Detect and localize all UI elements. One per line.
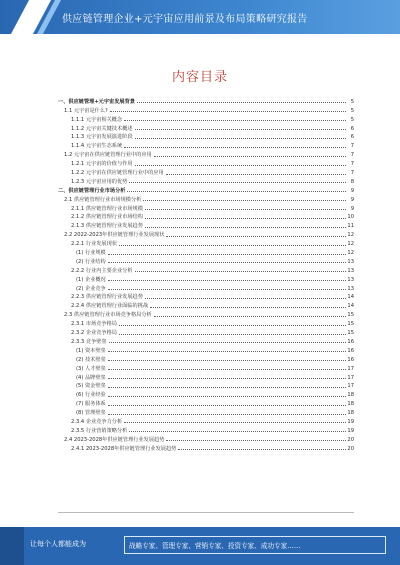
toc-entry[interactable] — [58, 318, 354, 327]
toc-entry-title: 1.1.1 元宇宙相关概念 — [71, 116, 123, 123]
toc-entry-title: (1) 资本壁垒 — [76, 347, 106, 354]
toc-entry[interactable] — [58, 194, 354, 203]
toc-entry-title: 2.3.3 竞争壁垒 — [71, 338, 107, 345]
footer-tags-box: 战略专家、管理专家、营销专家、投资专家、成功专家…… — [124, 536, 386, 554]
toc-entry-title: 2.2.3 供应链管理行业发展趋势 — [71, 294, 143, 301]
toc-leader-dots — [108, 254, 346, 255]
toc-leader-dots — [166, 440, 346, 441]
toc-leader-dots — [124, 147, 346, 148]
toc-leader-dots — [108, 414, 346, 415]
toc-entry-page: 6 — [350, 125, 354, 132]
toc-leader-dots — [119, 334, 346, 335]
toc-leader-dots — [137, 102, 346, 103]
toc-entry[interactable] — [58, 407, 354, 416]
toc-leader-dots — [150, 307, 346, 308]
toc-leader-dots — [108, 351, 346, 352]
toc-entry-page: 18 — [347, 401, 354, 408]
toc-entry-page: 13 — [347, 258, 354, 265]
toc-entry-title: (2) 技术壁垒 — [76, 356, 106, 363]
toc-entry-page: 15 — [347, 330, 354, 337]
document-title: 供应链管理企业+元宇宙应用前景及布局策略研究报告 — [62, 14, 308, 25]
toc-leader-dots — [145, 298, 346, 299]
header-band — [0, 0, 400, 34]
toc-entry[interactable] — [58, 389, 354, 398]
toc-entry-title: 2.4 2023-2028年供应链管理行业发展趋势 — [64, 436, 165, 443]
toc-entry[interactable] — [58, 381, 354, 390]
toc-leader-dots — [129, 182, 346, 183]
toc-entry[interactable] — [58, 203, 354, 212]
toc-leader-dots — [135, 129, 346, 130]
toc-entry[interactable] — [58, 114, 354, 123]
toc-entry-page: 15 — [347, 321, 354, 328]
toc-entry-page: 19 — [347, 427, 354, 434]
toc-leader-dots — [108, 369, 346, 370]
toc-entry[interactable] — [58, 336, 354, 345]
toc-leader-dots — [166, 236, 346, 237]
toc-entry[interactable] — [58, 167, 354, 176]
toc-leader-dots — [135, 138, 346, 139]
toc-entry-page: 16 — [347, 338, 354, 345]
toc-leader-dots — [154, 156, 346, 157]
toc-entry-title: 2.1.1 供应链管理行业市场规模 — [71, 205, 143, 212]
toc-entry-title: 2.1 供应链管理行业市场规模分析 — [64, 196, 142, 203]
toc-entry[interactable] — [58, 443, 354, 452]
toc-entry[interactable] — [58, 140, 354, 149]
toc-entry[interactable] — [58, 363, 354, 372]
toc-entry-page: 9 — [350, 187, 354, 194]
toc-entry[interactable] — [58, 398, 354, 407]
toc-entry-title: 2.2.4 供应链管理行业面临的挑战 — [71, 303, 149, 310]
toc-entry-page: 8 — [350, 178, 354, 185]
toc-entry[interactable] — [58, 123, 354, 132]
toc-entry-page: 9 — [350, 196, 354, 203]
toc-leader-dots — [145, 218, 346, 219]
toc-entry[interactable] — [58, 292, 354, 301]
toc-entry-page: 12 — [347, 241, 354, 248]
toc-entry-title: (2) 企业竞争 — [76, 285, 106, 292]
toc-leader-dots — [145, 209, 346, 210]
toc-entry-page: 7 — [350, 161, 354, 168]
toc-entry-page: 16 — [347, 347, 354, 354]
toc-entry-page: 7 — [350, 170, 354, 177]
toc-entry-page: 19 — [347, 418, 354, 425]
toc-leader-dots — [108, 387, 346, 388]
toc-leader-dots — [108, 289, 346, 290]
toc-entry-title: 1.1.3 元宇宙发展演进阶段 — [71, 134, 133, 141]
toc-entry[interactable] — [58, 212, 354, 221]
toc-entry[interactable] — [58, 434, 354, 443]
toc-leader-dots — [145, 227, 346, 228]
toc-entry[interactable] — [58, 354, 354, 363]
footer-decoration — [0, 527, 24, 565]
toc-entry[interactable] — [58, 149, 354, 158]
toc-entry-page: 17 — [347, 365, 354, 372]
toc-leader-dots — [119, 325, 346, 326]
toc-entry-page: 13 — [347, 285, 354, 292]
toc-entry-page: 14 — [347, 303, 354, 310]
toc-entry-page: 13 — [347, 267, 354, 274]
toc-entry-title: (8) 管理壁垒 — [76, 410, 106, 417]
toc-entry-page: 11 — [347, 223, 354, 230]
toc-entry-title: 2.2.2 行业内主要企业分析 — [71, 267, 133, 274]
toc-entry-title: 1.2.1 元宇宙的价值与作用 — [71, 161, 133, 168]
toc-entry-page: 6 — [350, 134, 354, 141]
toc-entry-page: 20 — [347, 436, 354, 443]
toc-entry-page: 5 — [350, 98, 354, 105]
toc-entry-title: (1) 行业规模 — [76, 250, 106, 257]
toc-entry[interactable] — [58, 300, 354, 309]
toc-entry-title: 2.3.5 行业营销策略分析 — [71, 427, 128, 434]
toc-leader-dots — [108, 280, 346, 281]
toc-entry[interactable] — [58, 220, 354, 229]
toc-entry-page: 15 — [347, 312, 354, 319]
table-of-contents — [58, 96, 354, 452]
toc-entry-page: 7 — [350, 143, 354, 150]
toc-leader-dots — [178, 449, 346, 450]
toc-leader-dots — [109, 342, 346, 343]
toc-entry-page: 18 — [347, 392, 354, 399]
toc-entry-title: (3) 人才壁垒 — [76, 365, 106, 372]
toc-leader-dots — [135, 271, 346, 272]
toc-entry-title: (6) 行业经验 — [76, 392, 106, 399]
toc-entry-title: 2.1.3 供应链管理行业发展趋势 — [71, 223, 143, 230]
toc-entry[interactable] — [58, 132, 354, 141]
toc-leader-dots — [110, 111, 346, 112]
toc-entry-page: 10 — [347, 214, 354, 221]
toc-entry-page: 17 — [347, 374, 354, 381]
toc-entry-page: 9 — [350, 205, 354, 212]
toc-entry-title: 二、供应链管理行业市场分析 — [58, 187, 126, 194]
toc-entry[interactable] — [58, 247, 354, 256]
toc-entry-title: (4) 品牌壁垒 — [76, 374, 106, 381]
toc-entry-page: 5 — [350, 116, 354, 123]
divider — [58, 512, 354, 513]
toc-entry[interactable] — [58, 372, 354, 381]
toc-entry-page: 12 — [347, 232, 354, 239]
footer-band — [0, 527, 400, 565]
toc-entry-title: (7) 服务体系 — [76, 401, 106, 408]
toc-leader-dots — [119, 245, 346, 246]
toc-entry-title: 2.3 供应链管理行业市场竞争格局分析 — [64, 312, 152, 319]
toc-entry[interactable] — [58, 238, 354, 247]
toc-entry-page: 5 — [350, 107, 354, 114]
toc-entry-title: (1) 企业概况 — [76, 276, 106, 283]
toc-entry-title: (2) 行业结构 — [76, 258, 106, 265]
toc-leader-dots — [154, 316, 346, 317]
toc-entry-title: 2.3.2 企业竞争格局 — [71, 330, 117, 337]
toc-entry[interactable] — [58, 185, 354, 194]
toc-leader-dots — [166, 174, 346, 175]
toc-entry-title: 2.1.2 供应链管理行业市场结构 — [71, 214, 143, 221]
toc-entry-page: 17 — [347, 383, 354, 390]
toc-entry-page: 18 — [347, 410, 354, 417]
toc-entry-page: 13 — [347, 276, 354, 283]
toc-leader-dots — [108, 405, 346, 406]
toc-leader-dots — [127, 191, 346, 192]
toc-entry-title: 2.3.1 市场竞争格局 — [71, 321, 117, 328]
toc-leader-dots — [108, 262, 346, 263]
toc-entry-title: 1.1 元宇宙是什么? — [64, 107, 108, 114]
toc-entry[interactable] — [58, 158, 354, 167]
toc-entry[interactable] — [58, 416, 354, 425]
toc-entry[interactable] — [58, 327, 354, 336]
toc-entry[interactable] — [58, 256, 354, 265]
toc-leader-dots — [108, 396, 346, 397]
toc-entry-title: 1.1.4 元宇宙生态系统 — [71, 143, 123, 150]
toc-heading: 内容目录 — [171, 70, 228, 85]
toc-entry-page: 16 — [347, 356, 354, 363]
toc-entry-title: 1.2.2 元宇宙在供应链管理行业中的应用 — [71, 170, 164, 177]
toc-entry[interactable] — [58, 309, 354, 318]
toc-entry-title: 2.2 2022-2023年供应链管理行业发展现状 — [64, 232, 165, 239]
toc-entry-page: 20 — [347, 445, 354, 452]
toc-entry[interactable] — [58, 425, 354, 434]
toc-entry-title: 1.2.3 元宇宙应用的优势 — [71, 178, 128, 185]
toc-entry-page: 7 — [350, 152, 354, 159]
toc-entry-title: 2.4.1 2023-2028年供应链管理行业发展趋势 — [71, 445, 177, 452]
toc-entry[interactable] — [58, 176, 354, 185]
toc-leader-dots — [124, 120, 346, 121]
toc-entry-title: 2.2.1 行业发展现状 — [71, 241, 117, 248]
toc-entry-title: 2.3.4 企业竞争力分析 — [71, 418, 123, 425]
toc-entry-page: 12 — [347, 250, 354, 257]
toc-entry[interactable] — [58, 105, 354, 114]
toc-entry-title: 一、供应链管理+元宇宙发展背景 — [58, 98, 135, 105]
toc-leader-dots — [129, 431, 346, 432]
toc-entry-title: 1.2 元宇宙在供应链管理行业中的应用 — [64, 152, 152, 159]
toc-entry[interactable] — [58, 345, 354, 354]
toc-entry[interactable] — [58, 265, 354, 274]
footer-lead-text: 让每个人都能成为 — [30, 540, 86, 548]
toc-leader-dots — [143, 200, 346, 201]
toc-leader-dots — [135, 165, 346, 166]
toc-entry[interactable] — [58, 229, 354, 238]
toc-entry-page: 14 — [347, 294, 354, 301]
toc-entry[interactable] — [58, 274, 354, 283]
toc-entry[interactable] — [58, 96, 354, 105]
toc-leader-dots — [108, 360, 346, 361]
toc-entry-title: (5) 资金壁垒 — [76, 383, 106, 390]
toc-leader-dots — [124, 422, 346, 423]
toc-leader-dots — [108, 378, 346, 379]
toc-entry-title: 1.1.2 元宇宙关键技术概述 — [71, 125, 133, 132]
toc-entry[interactable] — [58, 283, 354, 292]
